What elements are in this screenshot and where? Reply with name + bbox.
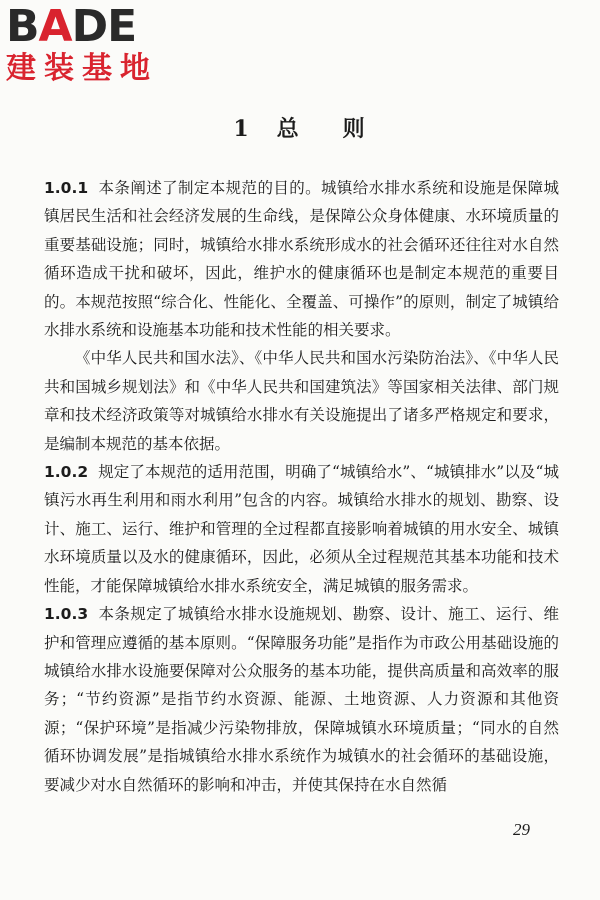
logo-letter-b: B [6,1,39,52]
clause-1-0-2-paragraph [44,458,559,600]
logo-letters-de: DE [71,1,137,52]
chapter-title-part2: 则 [342,116,367,142]
clause-text: 规定了本规范的适用范围，明确了“城镇给水”、“城镇排水”以及“城镇污水再生利用和雨水利用”包含的内容。城镇给水排水的规划、勘察、设计、施工、运行、维护和管理的全过程都直接影响着城镇的用水安全、城镇水环境质量以及水的健康循环，因此，必须从全过程规范其基本功能和技术性能，才能保障城镇给水排水系统安全，满足城镇的服务需求。 [44,463,559,595]
clause-1-0-1-paragraph [44,174,559,344]
body-text [44,174,559,799]
clause-text: 本条规定了城镇给水排水设施规划、勘察、设计、施工、运行、维护和管理应遵循的基本原则。“保障服务功能”是指作为市政公用基础设施的城镇给水排水设施要保障对公众服务的基本功能，提供高质量和高效率的服务；“节约资源”是指节约水资源、能源、土地资源、人力资源和其他资源；“保护环境”是指减少污染物排放，保障城镇水环境质量；“同水的自然循环协调发展”是指城镇给水排水系统作为城镇水的社会循环的基础设施，要减少对水自然循环的影响和冲击，并使其保持在水自然循 [44,605,559,794]
clause-number: 1.0.2 [44,463,89,482]
clause-text: 本条阐述了制定本规范的目的。城镇给水排水系统和设施是保障城镇居民生活和社会经济发展的生命线，是保障公众身体健康、水环境质量的重要基础设施；同时，城镇给水排水系统形成水的社会循环还往往对水自然循环造成干扰和破坏，因此，维护水的健康循环也是制定本规范的重要目的。本规范按照“综合化、性能化、全覆盖、可操作”的原则，制定了城镇给水排水系统和设施基本功能和技术性能的相关要求。 [44,179,559,340]
chapter-title-part1: 总 [276,116,301,142]
logo-letter-a: A [38,1,72,52]
clause-1-0-1-paragraph-2: 《中华人民共和国水法》、《中华人民共和国水污染防治法》、《中华人民共和国城乡规划法》和《中华人民共和国建筑法》等国家相关法律、部门规章和技术经济政策等对城镇给水排水有关设施提出了诸多严格规定和要求，是编制本规范的基本依据。 [44,349,559,453]
watermark-logo [6,1,181,86]
chapter-title [0,112,600,143]
clause-number: 1.0.3 [44,605,89,624]
page-number: 29 [513,820,530,839]
clause-1-0-3-paragraph [44,600,559,799]
logo-cjk-text: 建装基地 [6,51,158,86]
logo-latin-text [6,1,181,52]
chapter-number: 1 [233,116,251,142]
clause-number: 1.0.1 [44,179,89,197]
